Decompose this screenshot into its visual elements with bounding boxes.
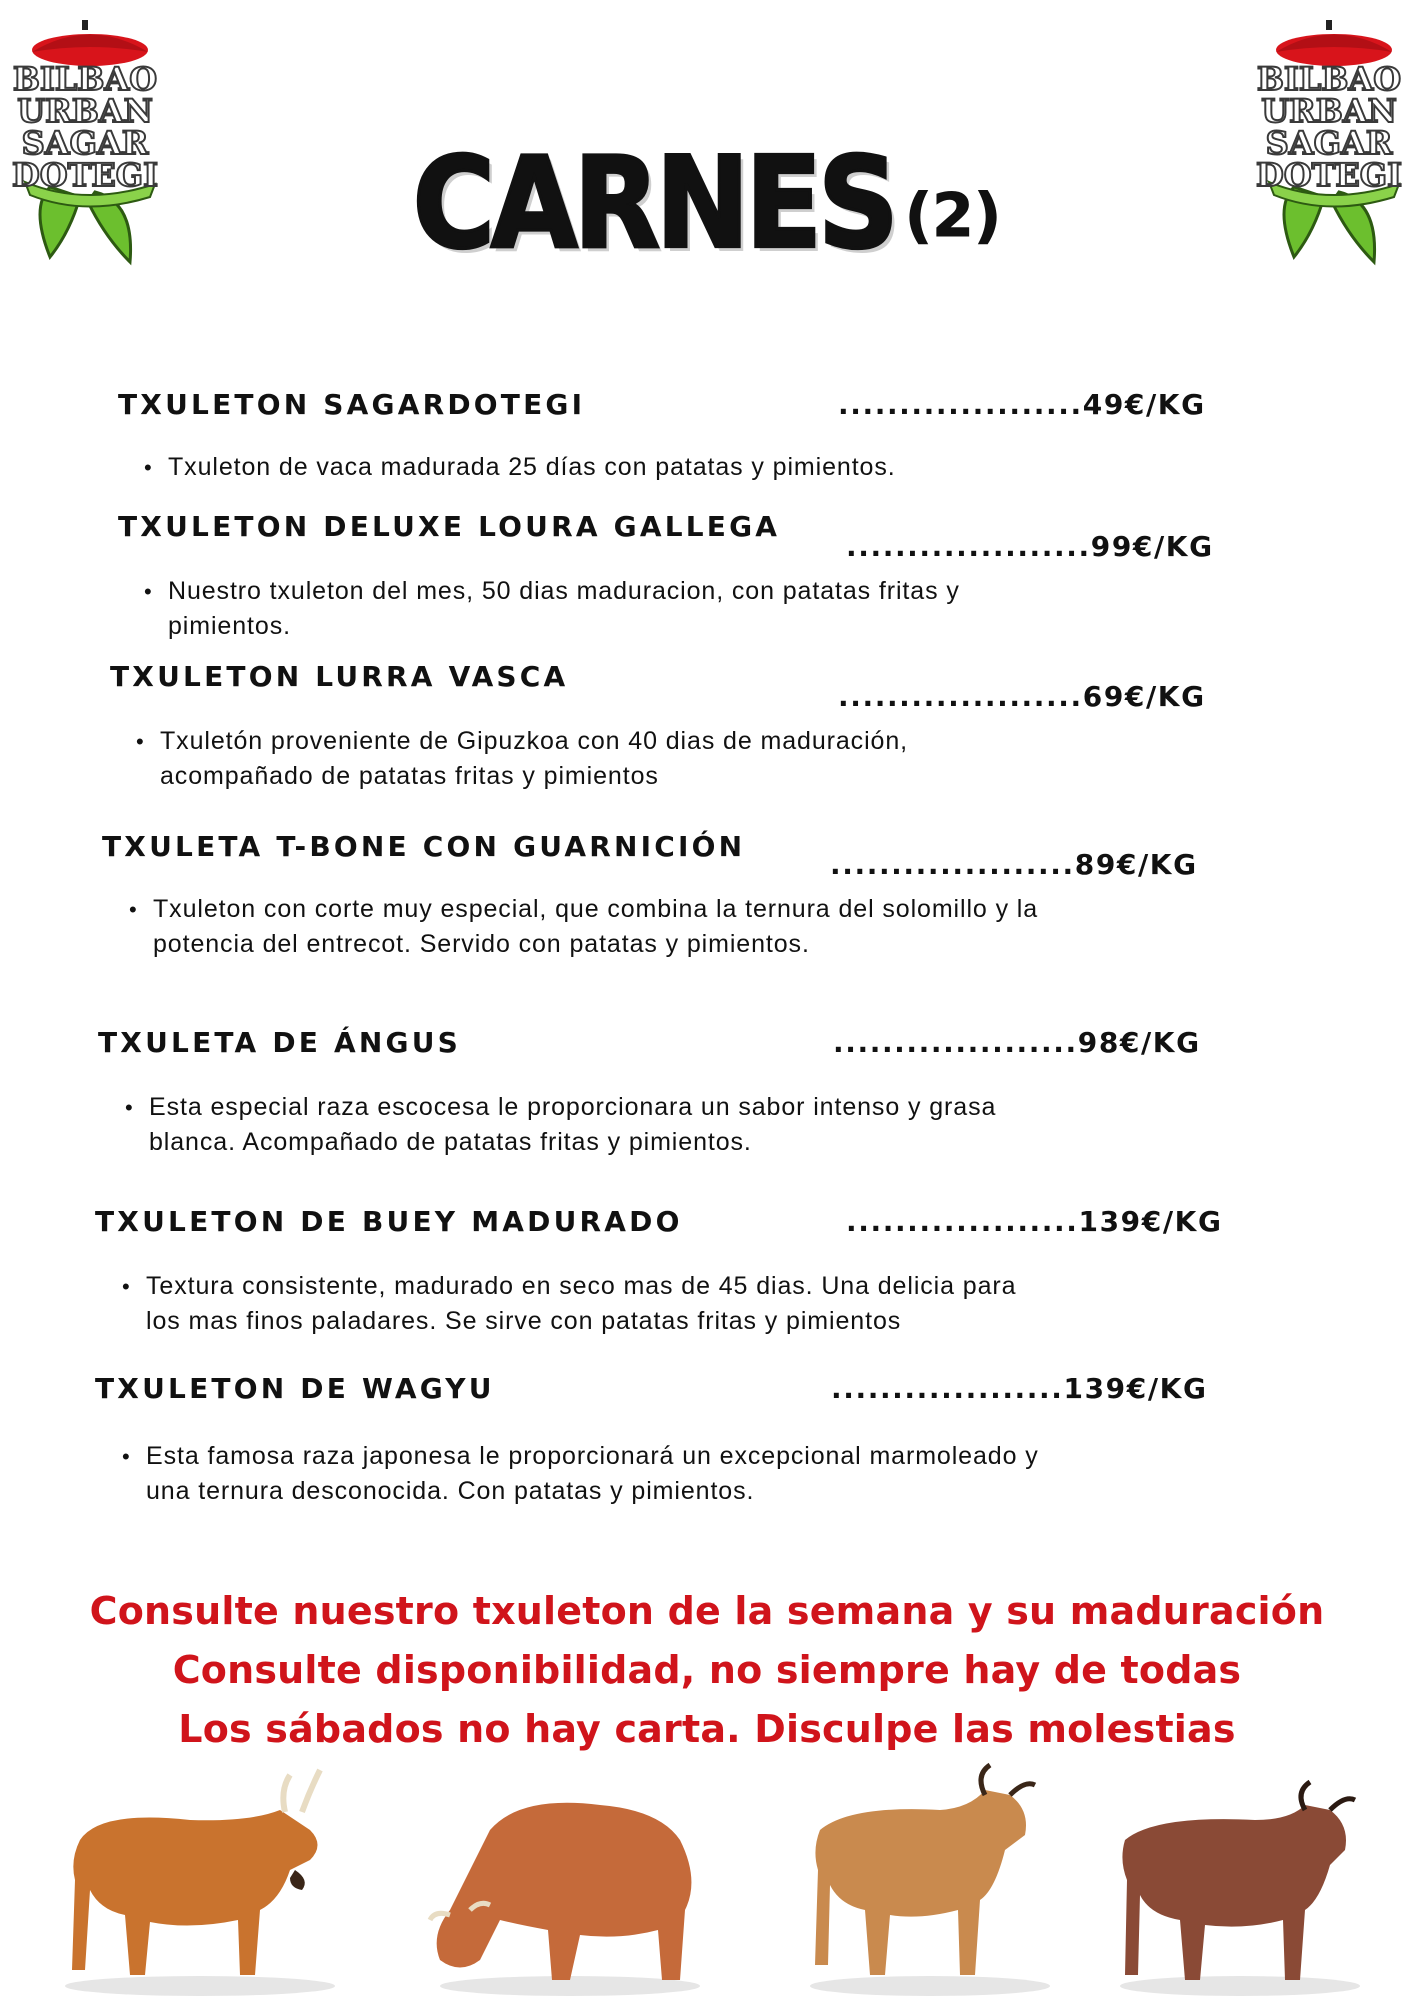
title-suffix: (2) xyxy=(904,181,1002,251)
item-name: TXULETON DE WAGYU xyxy=(95,1372,495,1405)
item-name: TXULETON SAGARDOTEGI xyxy=(118,388,586,421)
item-description: • Txuleton de vaca madurada 25 días con patatas y pimientos. xyxy=(168,450,1068,485)
bullet-icon: • xyxy=(122,1444,131,1469)
item-description: • Nuestro txuleton del mes, 50 dias maduracion, con patatas fritas y pimientos. xyxy=(168,574,1068,644)
svg-text:SAGAR: SAGAR xyxy=(21,124,149,162)
cow-icon xyxy=(800,1750,1060,2000)
bullet-icon: • xyxy=(122,1274,131,1299)
item-name: TXULETA DE ÁNGUS xyxy=(98,1026,462,1059)
cow-icon xyxy=(1105,1770,1375,2000)
item-description: • Esta especial raza escocesa le proporcionara un sabor intenso y grasa blanca. Acompañado de patatas fritas y pimientos. xyxy=(149,1090,1049,1160)
item-description: • Txuleton con corte muy especial, que combina la ternura del solomillo y la potencia del entrecot. Servido con patatas y pimientos. xyxy=(153,892,1053,962)
notice-line: Consulte disponibilidad, no siempre hay de todas xyxy=(172,1648,1242,1692)
notice-line: Los sábados no hay carta. Disculpe las molestias xyxy=(178,1707,1236,1751)
item-price: ....................89€/KG xyxy=(830,848,1198,881)
bullet-icon: • xyxy=(144,455,153,480)
item-price: ....................99€/KG xyxy=(846,530,1214,563)
item-name: TXULETON DELUXE LOURA GALLEGA xyxy=(118,510,781,543)
item-price: ....................98€/KG xyxy=(833,1026,1201,1059)
item-price: ...................139€/KG xyxy=(846,1205,1223,1238)
item-price: ....................49€/KG xyxy=(838,388,1206,421)
item-name: TXULETON DE BUEY MADURADO xyxy=(95,1205,683,1238)
svg-text:SAGAR: SAGAR xyxy=(1265,124,1393,162)
svg-text:URBAN: URBAN xyxy=(17,92,153,130)
svg-text:URBAN: URBAN xyxy=(1261,92,1397,130)
cow-icon xyxy=(40,1750,360,2000)
svg-text:BILBAO: BILBAO xyxy=(12,60,158,98)
svg-text:DOTEGI: DOTEGI xyxy=(11,156,159,194)
bullet-icon: • xyxy=(129,897,138,922)
notice-line: Consulte nuestro txuleton de la semana y su maduración xyxy=(89,1589,1325,1633)
item-description: • Textura consistente, madurado en seco mas de 45 dias. Una delicia para los mas finos paladares. Se sirve con patatas fritas y pimientos xyxy=(146,1269,1046,1339)
title-text: CARNES xyxy=(412,131,895,277)
bullet-icon: • xyxy=(136,729,145,754)
svg-text:DOTEGI: DOTEGI xyxy=(1255,156,1403,194)
bullet-icon: • xyxy=(125,1095,134,1120)
item-price: ....................69€/KG xyxy=(838,680,1206,713)
item-description: • Esta famosa raza japonesa le proporcionará un excepcional marmoleado y una ternura desconocida. Con patatas y pimientos. xyxy=(146,1439,1046,1509)
cattle-illustrations xyxy=(0,1730,1414,2000)
svg-text:BILBAO: BILBAO xyxy=(1256,60,1402,98)
bullet-icon: • xyxy=(144,579,153,604)
item-name: TXULETA T-BONE CON GUARNICIÓN xyxy=(102,830,746,863)
item-description: • Txuletón proveniente de Gipuzkoa con 40 dias de maduración, acompañado de patatas fritas y pimientos xyxy=(160,724,1060,794)
item-price: ...................139€/KG xyxy=(831,1372,1208,1405)
cow-icon xyxy=(400,1760,720,2000)
item-name: TXULETON LURRA VASCA xyxy=(110,660,569,693)
